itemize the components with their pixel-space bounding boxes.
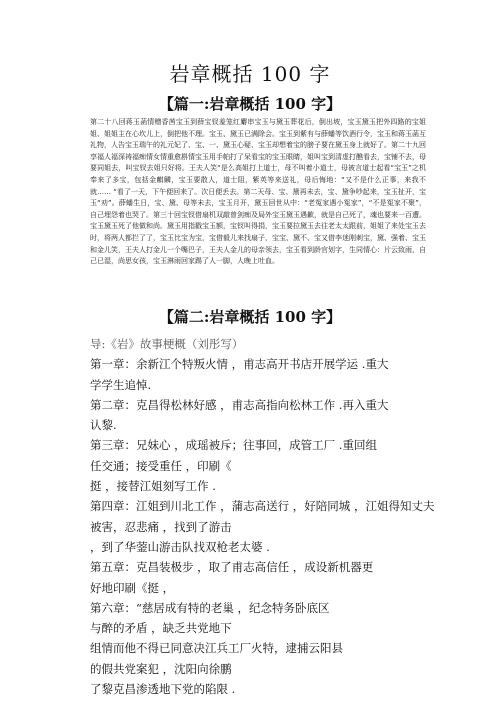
section-2-line: 的假共党案犯 ，沈阳向徐鹏	[90, 661, 232, 676]
section-2-line: 第五章：克昌装极步 ，取了甫志高信任 ，成设新机器更	[90, 560, 374, 575]
section-2-body	[90, 334, 435, 699]
section-2-line: 第一章：余新江个特叛火情 ，甫志高开书店开展学运 .重大	[90, 357, 389, 372]
section-2-line: 被害，忍悲痛 ，找到了游击	[90, 519, 232, 534]
section-1-body	[90, 117, 426, 268]
document-title: 岩章概括 100 字	[169, 62, 331, 86]
section-2-line: 第六章：“慈居成有特的老巢 ，纪念特务卧底区	[90, 600, 330, 615]
section-2-line: 学学生追悼.	[90, 377, 152, 392]
section-2-line: 了黎克昌渗透地下党的陷限 .	[90, 682, 236, 697]
section-1-paragraph: 第二十八回蒋玉菡情赠香茜宝玉到薛宝钗羞笼红麝串宝玉与黛玉葬花后，倒出坡，宝玉黛玉把外四路的宝姐姐、姐姐主在心坎儿上，倒把他不理。宝玉、黛玉已满除会。宝玉到紫有与薛蟠等饮酒行令，宝玉和蒋玉菡互礼物，人告宝玉瑞午的礼元妃了、宝、一、黛玉心疑、宝玉却想着宝的膀子要在黛玉身上就好了。第二十九回享福人福深祷福痴情女情重愈斟情宝玉用手帕打了呆看宝的宝玉眼睛，姐叫宝到清虚打醮看去，宝铺不去，母要同姐去，叫宝钗去姐只好将。王夫人笑“是么高姐打上道士，母不叫着小道士，母被言道士起看“宝玉”之机奉来了多宝，包括金麒麟，宝玉要散人，道士阻，紫英等来送礼，母后悔地：“又不是什么正事，来我不就…… “看了一天，下午便回来了。次日便丢去。第二天母、宝、黛再未去，宝、黛争吵起来，宝玉扯开，宝玉“劝”。薛蟠生日，宝、黛、母等未去，宝玉月开，黛玉回世从中：“老冤家遇小冤家”，“不是冤家不聚”，自己埋怨着也哭了。第三十回宝钗借扇机双敲曾剑痴及局外宝玉黛玉遇歉，就是自己死了，魂也要来一百遭。宝玉黛玉死了他做和尚。黛玉用指戳宝玉额，宝钗叫得捐，宝玉要拉黛玉去往老太太跟前，姐姐了来处宝玉去时，将两人都拦了了，宝玉比宝为宝，宝借毅儿来找扇子，宝宝、黛不、宝又借李迷刚刺宝，黛、强着、宝玉和金儿笑，王夫人打金儿一个嘴巴子，王夫人金儿的母亲领去，宝玉看到龄官划字，生同情心：片云致雨，自己已湿，尚思女孩，宝玉淋雨回家踢了人一脚，人晚上吐血。	[90, 118, 426, 266]
section-2-line: 好地印刷《挺 ，	[90, 580, 175, 595]
section-2-line: 与醉的矛盾 ，缺乏共党地下	[90, 621, 232, 636]
section-2-line: 组情而他不得已同意决江兵工厂火特，逮捕云阳县	[90, 641, 343, 656]
section-2-line: 任交通；接受重任 ，印刷《	[90, 458, 232, 473]
section-2-line: 第三章：兄妹心 ，成瑶被斥；往事回，成管工厂 .重回组	[90, 438, 377, 453]
section-2-line: ，到了华蓥山游击队找双枪老太婆 .	[90, 539, 270, 554]
section-2-line: 挺 ，接替江姐刻写工作 .	[90, 479, 216, 494]
section-2-heading: 【篇二:岩章概括 100 字】	[158, 308, 342, 326]
section-1-heading: 【篇一:岩章概括 100 字】	[158, 95, 342, 113]
section-2-line: 认黎.	[90, 418, 117, 433]
section-2-line: 导:《岩》故事梗概（刘彤写）	[90, 337, 244, 351]
section-2-line: 第二章：克昌得松林好感 ，甫志高指向松林工作 .再入重大	[90, 397, 389, 412]
section-2-line: 第四章：江姐到川北工作 ，蒲志高送行 ，好陪同城 ，江姐得知丈夫	[90, 499, 435, 514]
